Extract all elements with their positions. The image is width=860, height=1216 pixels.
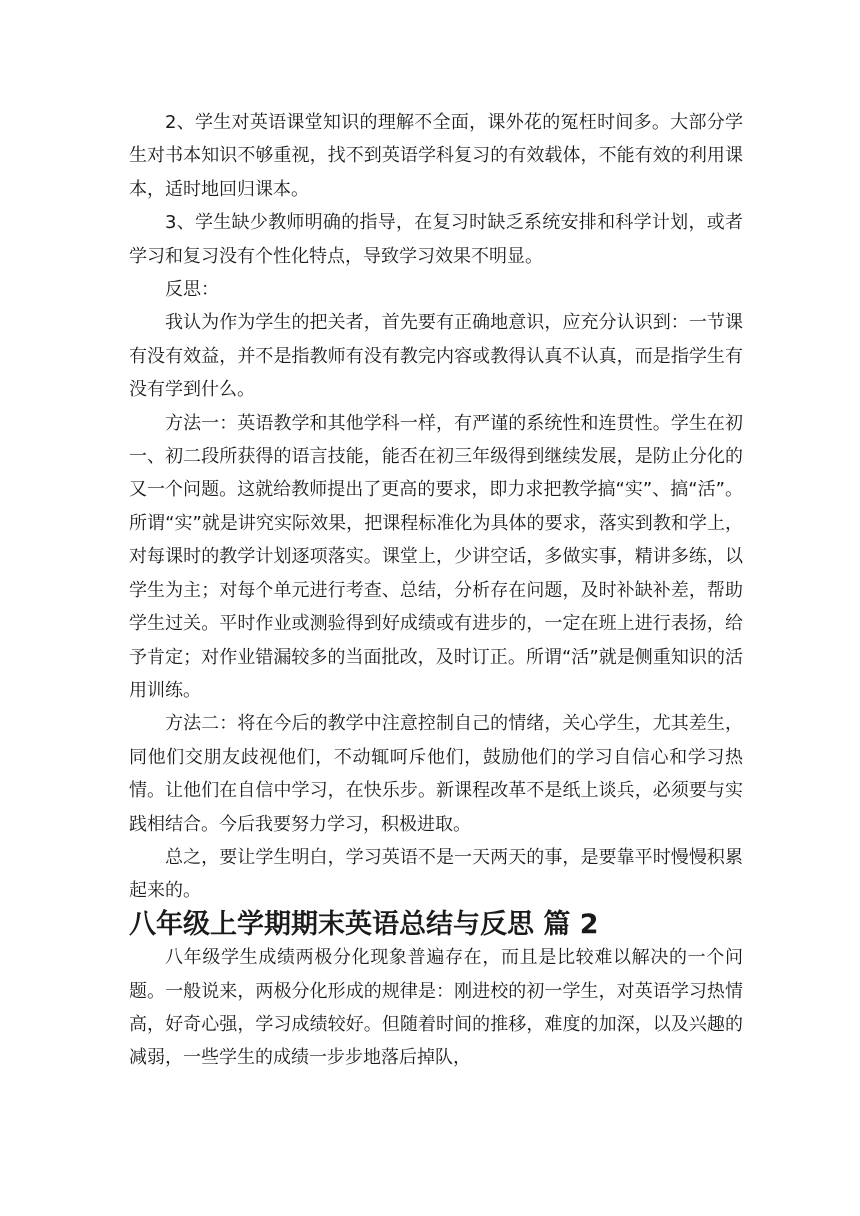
document-body — [129, 106, 743, 1075]
paragraph: 八年级学生成绩两极分化现象普遍存在，而且是比较难以解决的一个问题。一般说来，两极分化形成的规律是：刚进校的初一学生，对英语学习热情高，好奇心强，学习成绩较好。但随着时间的推移，难度的加深，以及兴趣的减弱，一些学生的成绩一步步地落后掉队， — [129, 947, 743, 1069]
paragraph: 方法二：将在今后的教学中注意控制自己的情绪，关心学生，尤其差生，同他们交朋友歧视他们，不动辄呵斥他们，鼓励他们的学习自信心和学习热情。让他们在自信中学习，在快乐步。新课程改革不是纸上谈兵，必须要与实践相结合。今后我要努力学习，积极进取。 — [129, 713, 743, 835]
paragraph: 反思： — [165, 279, 219, 301]
paragraph: 3、学生缺少教师明确的指导，在复习时缺乏系统安排和科学计划，或者学习和复习没有个性化特点，导致学习效果不明显。 — [129, 212, 743, 267]
section-heading: 八年级上学期期末英语总结与反思 篇 2 — [129, 908, 599, 940]
paragraph: 总之，要让学生明白，学习英语不是一天两天的事，是要靠平时慢慢积累起来的。 — [129, 846, 743, 902]
paragraph: 方法一：英语教学和其他学科一样，有严谨的系统性和连贯性。学生在初一、初二段所获得的语言技能，能否在初三年级得到继续发展，是防止分化的又一个问题。这就给教师提出了更高的要求，即力求把教学搞“实”、搞“活”。所谓“实”就是讲究实际效果，把课程标准化为具体的要求，落实到教和学上，对每课时的教学计划逐项落实。课堂上，少讲空话，多做实事，精讲多练，以学生为主；对每个单元进行考查、总结，分析存在问题，及时补缺补差，帮助学生过关。平时作业或测验得到好成绩或有进步的，一定在班上进行表扬，给予肯定；对作业错漏较多的当面批改，及时订正。所谓“活”就是侧重知识的活用训练。 — [129, 412, 743, 701]
paragraph: 2、学生对英语课堂知识的理解不全面，课外花的冤枉时间多。大部分学生对书本知识不够重视，找不到英语学科复习的有效载体，不能有效的利用课本，适时地回归课本。 — [129, 112, 743, 200]
paragraph: 我认为作为学生的把关者，首先要有正确地意识，应充分认识到：一节课有没有效益，并不是指教师有没有教完内容或教得认真不认真，而是指学生有没有学到什么。 — [129, 312, 743, 401]
